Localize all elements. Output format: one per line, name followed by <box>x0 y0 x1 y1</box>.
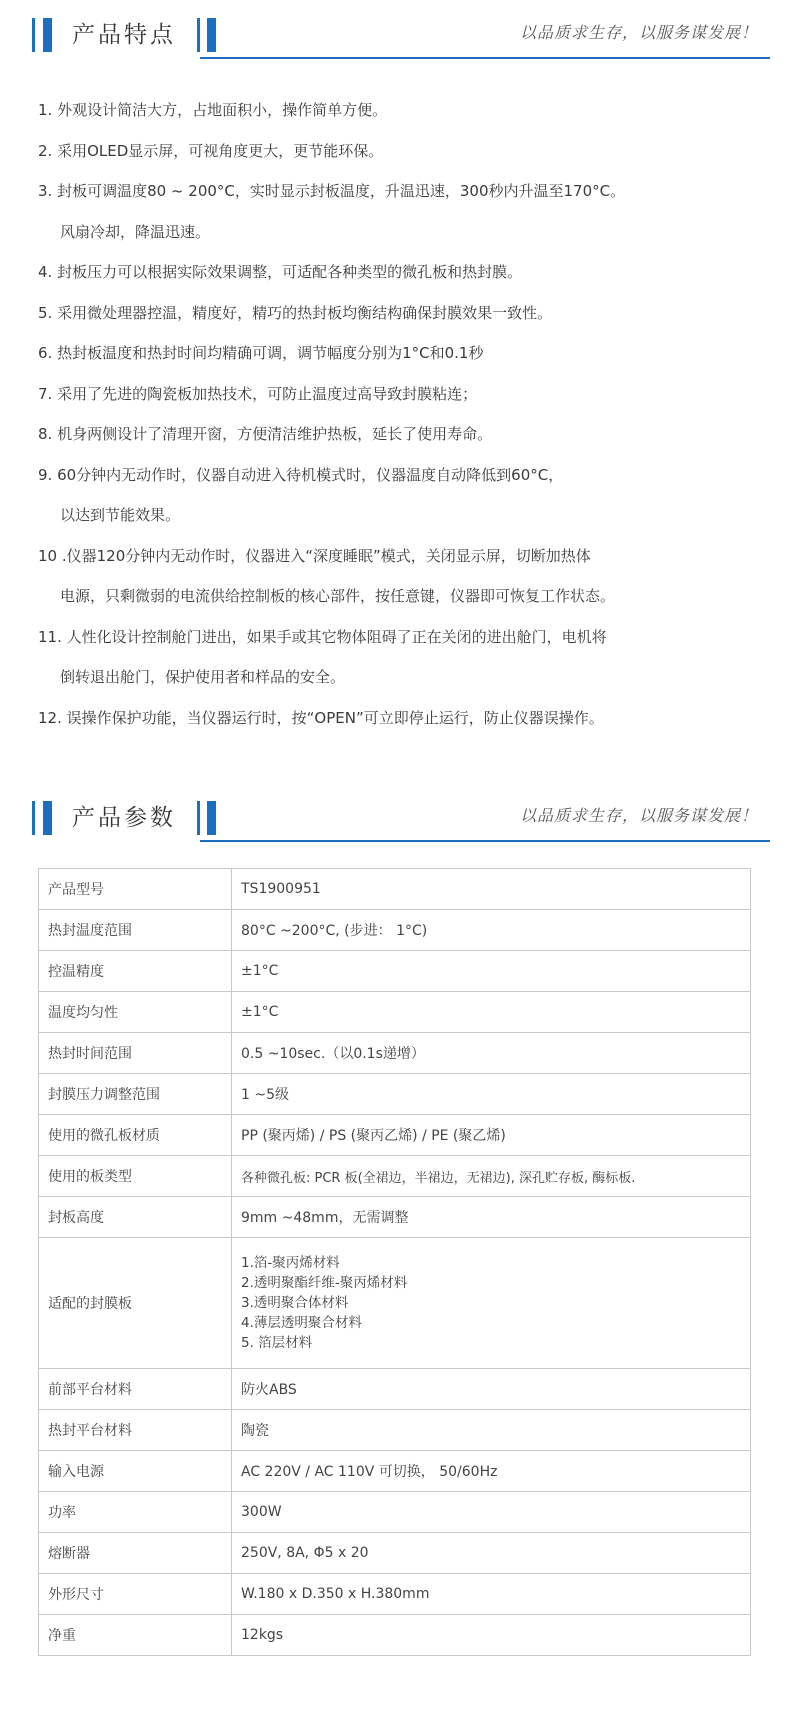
params-header <box>0 793 800 853</box>
table-row <box>39 1492 751 1533</box>
header-accent-bar <box>207 801 216 835</box>
param-value: ±1°C <box>232 951 751 992</box>
params-table <box>38 868 751 1656</box>
feature-item: 4. 封板压力可以根据实际效果调整，可适配各种类型的微孔板和热封膜。 <box>38 263 523 281</box>
table-row <box>39 869 751 910</box>
table-row <box>39 1533 751 1574</box>
header-accent-bar <box>197 801 200 835</box>
param-label: 封板高度 <box>39 1197 232 1238</box>
header-accent-bar <box>207 18 216 52</box>
slogan: 以品质求生存，以服务谋发展！ <box>519 806 758 825</box>
param-value-line: 4.薄层透明聚合材料 <box>241 1315 362 1331</box>
header-accent-bar <box>32 18 35 52</box>
table-row <box>39 1574 751 1615</box>
header-accent-bar <box>43 18 52 52</box>
features-header <box>0 10 800 70</box>
table-row <box>39 1615 751 1656</box>
header-underline <box>200 57 770 59</box>
table-row <box>39 1074 751 1115</box>
param-label: 外形尺寸 <box>39 1574 232 1615</box>
features-list <box>38 90 778 738</box>
feature-item-continuation: 风扇冷却，降温迅速。 <box>60 222 211 241</box>
param-label: 产品型号 <box>39 869 232 910</box>
header-underline <box>200 840 770 842</box>
feature-item: 2. 采用OLED显示屏，可视角度更大，更节能环保。 <box>38 141 384 160</box>
table-row <box>39 992 751 1033</box>
feature-item-continuation: 电源，只剩微弱的电流供给控制板的核心部件，按任意键，仪器即可恢复工作状态。 <box>60 587 616 605</box>
param-value-line: 5. 箔层材料 <box>241 1335 313 1351</box>
param-label: 功率 <box>39 1492 232 1533</box>
param-value: 0.5 ~10sec.（以0.1s递增） <box>232 1033 751 1074</box>
table-row <box>39 1238 751 1369</box>
param-label: 熔断器 <box>39 1533 232 1574</box>
table-row <box>39 1115 751 1156</box>
param-value: 1 ~5级 <box>232 1074 751 1115</box>
param-value: 250V, 8A, Φ5 x 20 <box>232 1533 751 1574</box>
param-value-list <box>232 1238 751 1369</box>
table-row <box>39 1197 751 1238</box>
param-value: W.180 x D.350 x H.380mm <box>232 1574 751 1615</box>
header-accent-bar <box>32 801 35 835</box>
param-value: 陶瓷 <box>232 1410 751 1451</box>
param-label: 热封时间范围 <box>39 1033 232 1074</box>
param-value: 80°C ~200°C, (步进： 1°C) <box>232 910 751 951</box>
param-label: 温度均匀性 <box>39 992 232 1033</box>
feature-item-continuation: 以达到节能效果。 <box>60 506 181 524</box>
param-label: 适配的封膜板 <box>39 1238 232 1369</box>
header-accent-bar <box>43 801 52 835</box>
param-label: 热封平台材料 <box>39 1410 232 1451</box>
param-label: 使用的微孔板材质 <box>39 1115 232 1156</box>
param-value: 防火ABS <box>232 1369 751 1410</box>
table-row <box>39 1156 751 1197</box>
param-value: 12kgs <box>232 1615 751 1656</box>
features-title: 产品特点 <box>72 22 176 48</box>
param-label: 热封温度范围 <box>39 910 232 951</box>
param-value-line: 3.透明聚合体材料 <box>241 1295 349 1311</box>
feature-item: 6. 热封板温度和热封时间均精确可调，调节幅度分别为1°C和0.1秒 <box>38 344 484 362</box>
param-label: 使用的板类型 <box>39 1156 232 1197</box>
table-row <box>39 1033 751 1074</box>
param-value-line: 2.透明聚酯纤维-聚丙烯材料 <box>241 1275 408 1291</box>
feature-item: 1. 外观设计简洁大方，占地面积小，操作简单方便。 <box>38 101 388 119</box>
param-label: 前部平台材料 <box>39 1369 232 1410</box>
param-value: PP (聚丙烯) / PS (聚丙乙烯) / PE (聚乙烯) <box>232 1115 751 1156</box>
table-row <box>39 1451 751 1492</box>
feature-item: 5. 采用微处理器控温，精度好，精巧的热封板均衡结构确保封膜效果一致性。 <box>38 303 553 322</box>
table-row <box>39 1369 751 1410</box>
param-label: 控温精度 <box>39 951 232 992</box>
feature-item: 3. 封板可调温度80 ~ 200°C，实时显示封板温度，升温迅速，300秒内升温至170°C。 <box>38 182 626 200</box>
params-title: 产品参数 <box>72 805 176 831</box>
feature-item: 10 .仪器120分钟内无动作时，仪器进入“深度睡眠”模式，关闭显示屏，切断加热体 <box>38 546 591 565</box>
param-label: 净重 <box>39 1615 232 1656</box>
slogan: 以品质求生存，以服务谋发展！ <box>519 23 758 42</box>
param-value-line: 1.箔-聚丙烯材料 <box>241 1255 340 1271</box>
param-value: 300W <box>232 1492 751 1533</box>
param-value: AC 220V / AC 110V 可切换， 50/60Hz <box>232 1451 751 1492</box>
feature-item: 11. 人性化设计控制舱门进出，如果手或其它物体阻碍了正在关闭的进出舱门，电机将 <box>38 627 607 646</box>
feature-item: 12. 误操作保护功能，当仪器运行时，按“OPEN”可立即停止运行，防止仪器误操作。 <box>38 708 604 727</box>
feature-item: 9. 60分钟内无动作时，仪器自动进入待机模式时，仪器温度自动降低到60°C， <box>38 465 564 484</box>
param-label: 输入电源 <box>39 1451 232 1492</box>
table-row <box>39 951 751 992</box>
param-value: 各种微孔板: PCR 板(全裙边，半裙边，无裙边), 深孔贮存板, 酶标板. <box>232 1156 751 1197</box>
param-label: 封膜压力调整范围 <box>39 1074 232 1115</box>
param-value: ±1°C <box>232 992 751 1033</box>
table-row <box>39 1410 751 1451</box>
param-value: TS1900951 <box>232 869 751 910</box>
table-row <box>39 910 751 951</box>
param-value: 9mm ~48mm，无需调整 <box>232 1197 751 1238</box>
feature-item-continuation: 倒转退出舱门，保护使用者和样品的安全。 <box>60 668 346 686</box>
feature-item: 7. 采用了先进的陶瓷板加热技术，可防止温度过高导致封膜粘连； <box>38 384 478 403</box>
feature-item: 8. 机身两侧设计了清理开窗，方便清洁维护热板，延长了使用寿命。 <box>38 425 493 443</box>
header-accent-bar <box>197 18 200 52</box>
